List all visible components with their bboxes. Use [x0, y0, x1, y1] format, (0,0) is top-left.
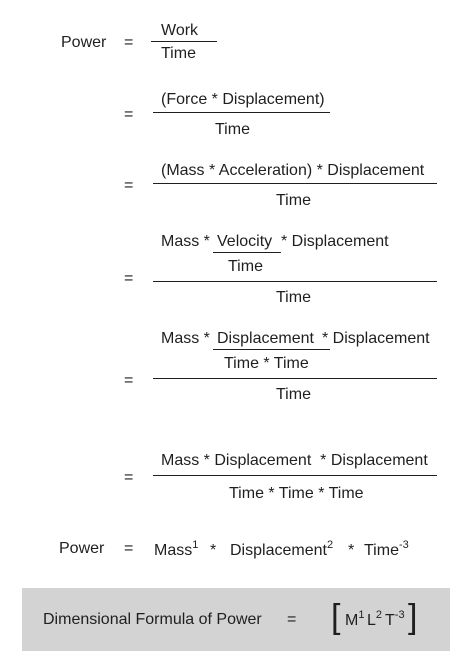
- equals-sign: =: [124, 469, 134, 486]
- fraction-denominator: Time: [276, 192, 311, 209]
- displacement-term: Displacement$^2$: [230, 539, 334, 559]
- fraction-denominator: Time * Time * Time: [229, 485, 364, 502]
- dimension-m: $M^1$: [345, 609, 365, 629]
- time-term: Time$^{-3}$: [364, 539, 409, 559]
- dimension-l: $L^2$: [367, 609, 383, 629]
- times-sign: *: [210, 542, 217, 559]
- fraction-bar: [153, 378, 437, 379]
- result-power-label: Power: [59, 540, 105, 557]
- equals-sign: =: [124, 106, 134, 123]
- inner-numerator: Velocity: [217, 233, 273, 250]
- fraction-bar: [153, 281, 437, 282]
- power-label: Power: [61, 34, 107, 51]
- inner-numerator: Displacement: [217, 330, 314, 347]
- equals-sign: =: [124, 177, 134, 194]
- fraction-bar: [151, 41, 217, 42]
- equals-sign: =: [124, 540, 134, 557]
- numerator-suffix: * Displacement: [281, 233, 389, 250]
- mass-term: Mass$^1$: [154, 539, 199, 559]
- times-sign: *: [348, 542, 355, 559]
- numerator-prefix: Mass *: [161, 233, 210, 250]
- fraction-denominator: Time: [276, 289, 311, 306]
- fraction-numerator: (Force * Displacement): [161, 91, 325, 108]
- fraction-bar: [153, 475, 437, 476]
- dimensional-formula-label: Dimensional Formula of Power: [43, 611, 262, 628]
- inner-fraction-bar: [213, 349, 330, 350]
- equals-sign: =: [287, 611, 297, 628]
- inner-denominator: Time * Time: [224, 355, 309, 372]
- fraction-denominator: Time: [276, 386, 311, 403]
- equals-sign: =: [124, 372, 134, 389]
- fraction-bar: [153, 112, 330, 113]
- fraction-denominator: Time: [161, 45, 196, 62]
- inner-denominator: Time: [228, 258, 263, 275]
- inner-fraction-bar: [213, 252, 281, 253]
- open-bracket: [: [331, 598, 341, 636]
- dimension-t: $T^{-3}$: [385, 609, 405, 629]
- equals-sign: =: [124, 270, 134, 287]
- fraction-bar: [153, 183, 437, 184]
- numerator-suffix: * Displacement: [322, 330, 430, 347]
- fraction-numerator: (Mass * Acceleration) * Displacement: [161, 162, 425, 179]
- numerator-prefix: Mass *: [161, 330, 210, 347]
- fraction-denominator: Time: [215, 121, 250, 138]
- close-bracket: ]: [408, 598, 418, 636]
- fraction-numerator: Mass * Displacement * Displacement: [161, 452, 428, 469]
- fraction-numerator: Work: [161, 22, 199, 39]
- equals-sign: =: [124, 34, 134, 51]
